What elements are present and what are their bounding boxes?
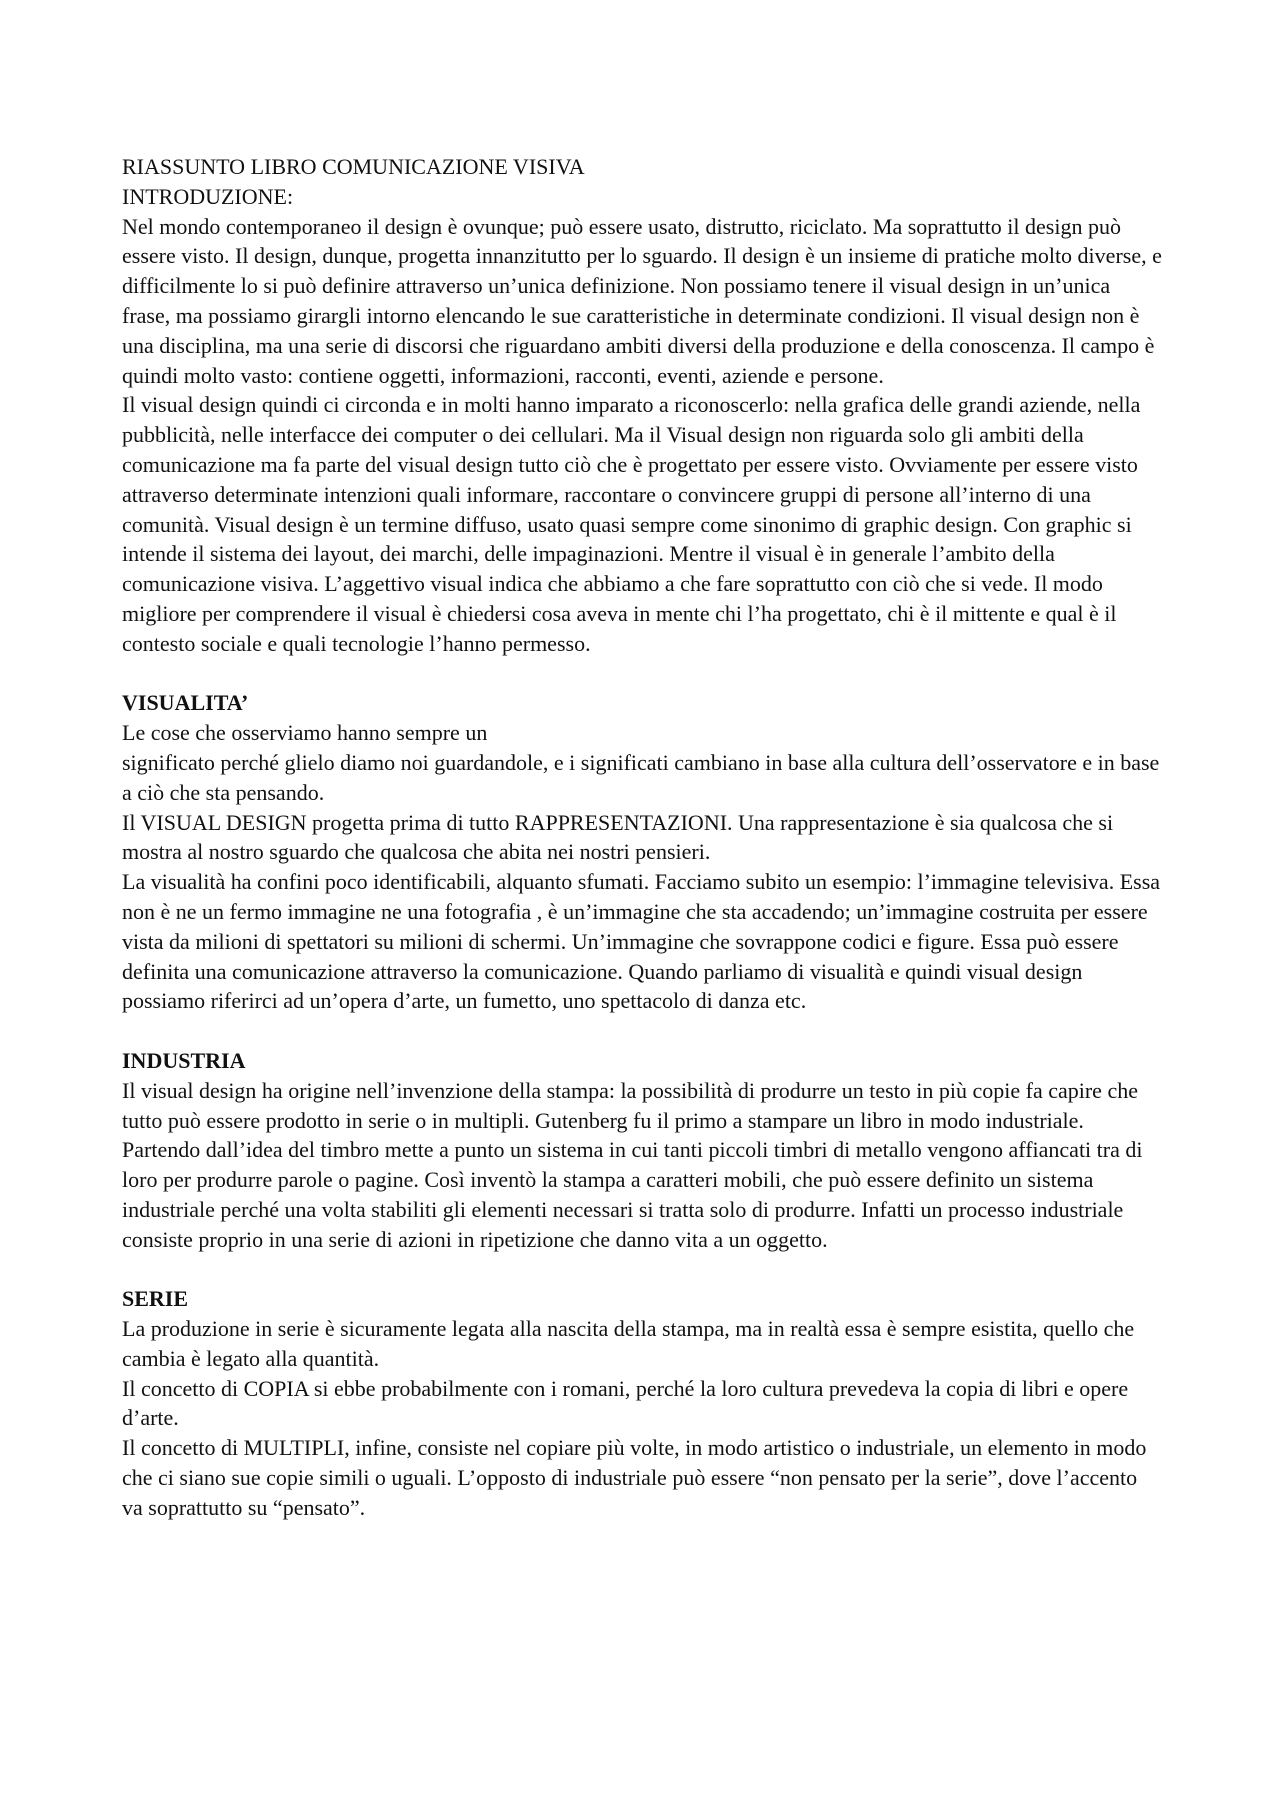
section-heading-industria: INDUSTRIA — [122, 1047, 246, 1073]
section-heading-introduzione: INTRODUZIONE: — [122, 183, 294, 209]
paragraph: Nel mondo contemporaneo il design è ovunque; può essere usato, distrutto, riciclato. Ma soprattutto il design può essere visto. Il design, dunque, progetta innanzitutto per lo sguardo. Il design è un insieme di pratiche molto diverse, e difficilmente lo si può definire attraverso un’unica definizione. Non possiamo tenere il visual design in un’unica frase, ma possiamo girargli intorno elencando le sue caratteristiche in determinate condizioni. Il visual design non è una disciplina, ma una serie di discorsi che riguardano ambiti diversi della produzione e della conoscenza. Il campo è quindi molto vasto: contiene oggetti, informazioni, racconti, eventi, aziende e persone. — [122, 213, 1162, 388]
document-body — [122, 152, 1162, 1523]
blank-line — [122, 1254, 1162, 1284]
section-heading-visualita: VISUALITA’ — [122, 690, 249, 716]
blank-line — [122, 1016, 1162, 1046]
paragraph: Il VISUAL DESIGN progetta prima di tutto RAPPRESENTAZIONI. Una rappresentazione è sia qualcosa che si mostra al nostro sguardo che qualcosa che abita nei nostri pensieri. — [122, 809, 1114, 865]
paragraph: Le cose che osserviamo hanno sempre un — [122, 720, 488, 746]
blank-line — [122, 659, 1162, 689]
paragraph: La produzione in serie è sicuramente legata alla nascita della stampa, ma in realtà essa è sempre esistita, quello che cambia è legato alla quantità. — [122, 1316, 1135, 1371]
paragraph: La visualità ha confini poco identificabili, alquanto sfumati. Facciamo subito un esempio: l’immagine televisiva. Essa non è ne un fermo immagine ne una fotografia , è un’immagine che sta accadendo; un’immagine costruita per essere vista da milioni di spettatori su milioni di schermi. Un’immagine che sovrappone codici e figure. Essa può essere definita una comunicazione attraverso la comunicazione. Quando parliamo di visualità e quindi visual design possiamo riferirci ad un’opera d’arte, un fumetto, uno spettacolo di danza etc. — [122, 869, 1161, 1014]
paragraph: Il concetto di COPIA si ebbe probabilmente con i romani, perché la loro cultura prevedeva la copia di libri e opere d’arte. — [122, 1375, 1129, 1431]
paragraph: Il concetto di MULTIPLI, infine, consiste nel copiare più volte, in modo artistico o industriale, un elemento in modo che ci siano sue copie simili o uguali. L’opposto di industriale può essere “non pensato per la serie”, dove l’accento va soprattutto su “pensato”. — [122, 1435, 1147, 1520]
paragraph: Il visual design quindi ci circonda e in molti hanno imparato a riconoscerlo: nella grafica delle grandi aziende, nella pubblicità, nelle interfacce dei computer o dei cellulari. Ma il Visual design non riguarda solo gli ambiti della comunicazione ma fa parte del visual design tutto ciò che è progettato per essere visto. Ovviamente per essere visto attraverso determinate intenzioni quali informare, raccontare o convincere gruppi di persone all’interno di una comunità. Visual design è un termine diffuso, usato quasi sempre come sinonimo di graphic design. Con graphic si intende il sistema dei layout, dei marchi, delle impaginazioni. Mentre il visual è in generale l’ambito della comunicazione visiva. L’aggettivo visual indica che abbiamo a che fare soprattutto con ciò che si vede. Il modo migliore per comprendere il visual è chiedersi cosa aveva in mente chi l’ha progettato, chi è il mittente e qual è il contesto sociale e quali tecnologie l’hanno permesso. — [122, 392, 1141, 656]
paragraph: significato perché glielo diamo noi guardandole, e i significati cambiano in base alla cultura dell’osservatore e in base a ciò che sta pensando. — [122, 749, 1160, 805]
paragraph: Il visual design ha origine nell’invenzione della stampa: la possibilità di produrre un testo in più copie fa capire che tutto può essere prodotto in serie o in multipli. Gutenberg fu il primo a stampare un libro in modo industriale. Partendo dall’idea del timbro mette a punto un sistema in cui tanti piccoli timbri di metallo vengono affiancati tra di loro per produrre parole o pagine. Così inventò la stampa a caratteri mobili, che può essere definito un sistema industriale perché una volta stabiliti gli elementi necessari si tratta solo di produrre. Infatti un processo industriale consiste proprio in una serie di azioni in ripetizione che danno vita a un oggetto. — [122, 1077, 1143, 1252]
section-heading-serie: SERIE — [122, 1286, 189, 1312]
document-title: RIASSUNTO LIBRO COMUNICAZIONE VISIVA — [122, 154, 585, 179]
